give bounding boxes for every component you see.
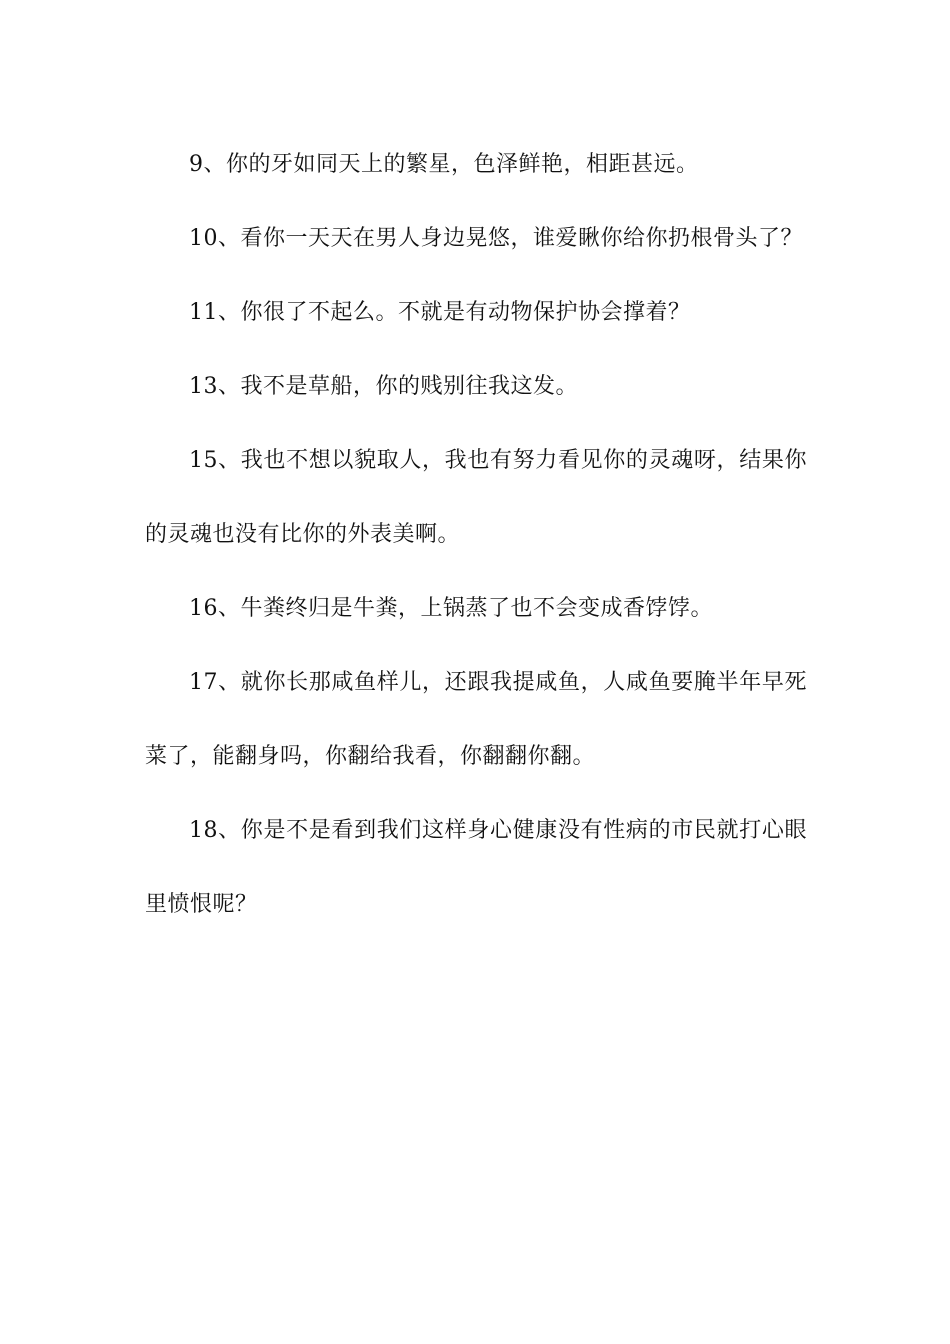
paragraph-item-16: 16、牛粪终归是牛粪，上锅蒸了也不会变成香饽饽。 bbox=[189, 596, 713, 621]
paragraph-item-10: 10、看你一天天在男人身边晃悠，谁爱瞅你给你扔根骨头了？ bbox=[189, 226, 803, 251]
document-body bbox=[145, 128, 807, 942]
paragraph-item-11: 11、你很了不起么。不就是有动物保护协会撑着？ bbox=[189, 300, 691, 325]
paragraph-item-18: 18、你是不是看到我们这样身心健康没有性病的市民就打心眼里愤恨呢？ bbox=[145, 818, 807, 917]
paragraph-item-17: 17、就你长那咸鱼样儿，还跟我提咸鱼，人咸鱼要腌半年早死菜了，能翻身吗，你翻给我看，你翻翻你翻。 bbox=[145, 670, 807, 769]
paragraph-item-9: 9、你的牙如同天上的繁星，色泽鲜艳，相距甚远。 bbox=[189, 152, 699, 177]
paragraph-item-15: 15、我也不想以貌取人，我也有努力看见你的灵魂呀，结果你的灵魂也没有比你的外表美啊。 bbox=[145, 448, 807, 547]
paragraph-item-13: 13、我不是草船，你的贱别往我这发。 bbox=[189, 374, 578, 399]
